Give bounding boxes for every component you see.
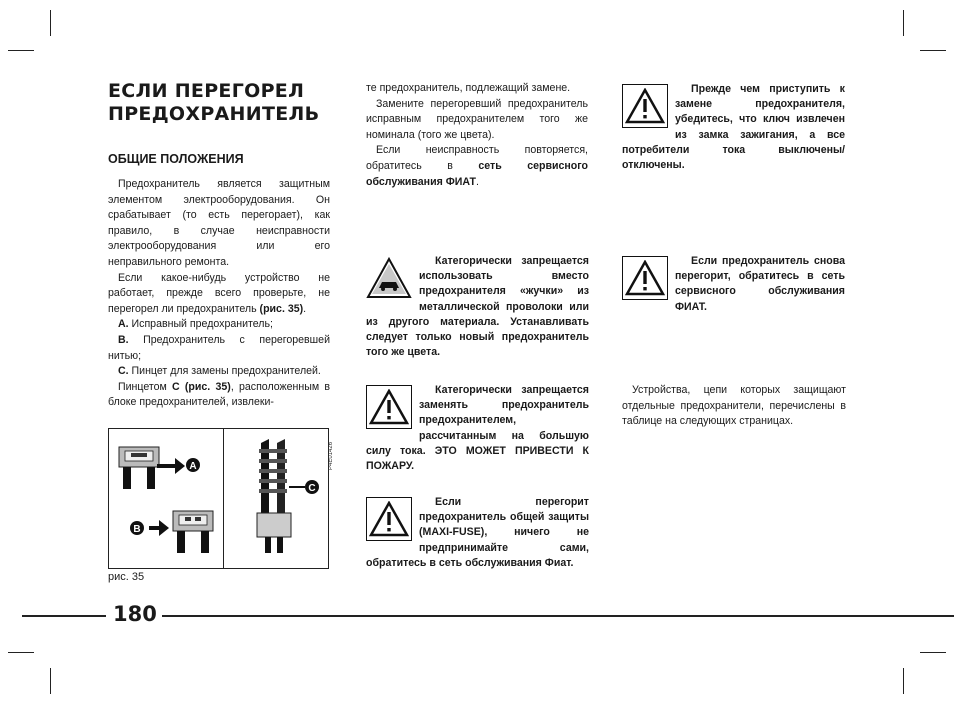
warning-triangle-icon <box>622 256 668 300</box>
label-c: C <box>308 483 316 494</box>
warning-text: Категорически запрещается заменять предохранитель предохранителем, рассчитанным на большую силу тока. ЭТО МОЖЕТ ПРИВЕСТИ К ПОЖАРУ. <box>366 384 589 473</box>
warning-block <box>366 254 589 360</box>
fuse-illustration <box>109 429 328 568</box>
warning-block <box>622 254 845 315</box>
list-item: A. Исправный предохранитель; <box>118 318 273 331</box>
warning-text: Категорически запрещается использовать вместо предохранителя «жучки» из металлической проволоки или из другого материала. Устанавливать следует только новый предохранитель того же цвета. <box>366 255 589 359</box>
page-number: 180 <box>113 602 157 626</box>
warning-text: Прежде чем приступить к замене предохранителя, убедитесь, что ключ извлечен из замка зажигания, а все потребители тока выключены/отключены. <box>622 83 845 172</box>
list-item: B. Предохранитель с перегоревшей нитью; <box>108 333 330 362</box>
column-3 <box>622 383 846 430</box>
paragraph: те предохранитель, подлежащий замене. <box>366 82 571 94</box>
label-b: B <box>133 524 141 535</box>
paragraph: Если неисправность повторяется, обратитесь в сеть сервисного обслуживания ФИАТ. <box>366 144 588 188</box>
crop-mark <box>50 668 51 694</box>
fuse-b-icon <box>173 511 213 553</box>
paragraph: Устройства, цепи которых защищают отдельные предохранители, перечислены в таблице на следующих страницах. <box>622 384 846 428</box>
figure-code: P4E01426 <box>328 441 334 470</box>
figure-35 <box>108 428 329 569</box>
car-warning-icon <box>366 256 412 300</box>
crop-mark <box>903 668 904 694</box>
crop-mark <box>920 50 946 51</box>
crop-mark <box>903 10 904 36</box>
warning-triangle-icon <box>622 84 668 128</box>
fuse-a-icon <box>119 447 159 489</box>
figure-divider <box>223 429 224 568</box>
column-1 <box>108 177 330 411</box>
figure-caption: рис. 35 <box>108 571 145 583</box>
warning-text: Если предохранитель снова перегорит, обратитесь в сеть сервисного обслуживания ФИАТ. <box>675 255 845 313</box>
label-a: A <box>189 461 197 472</box>
footer-rule-right <box>162 615 954 617</box>
paragraph: Если какое-нибудь устройство не работает, прежде всего проверьте, не перегорел ли предохранитель (рис. 35). <box>108 271 330 315</box>
paragraph: Пинцетом C (рис. 35), расположенным в блоке предохранителей, извлеки- <box>108 380 330 409</box>
crop-mark <box>8 50 34 51</box>
paragraph: Предохранитель является защитным элементом электрооборудования. Он срабатывает (то есть перегорает), как правило, в случае неисправности электрооборудования или его неправильного ремонта. <box>108 178 330 268</box>
warning-block <box>366 383 589 474</box>
warning-triangle-icon <box>366 385 412 429</box>
warning-triangle-icon <box>366 497 412 541</box>
footer-rule-left <box>22 615 106 617</box>
warning-block <box>622 82 845 173</box>
list-item: C. Пинцет для замены предохранителей. <box>118 365 321 378</box>
crop-mark <box>50 10 51 36</box>
page-title: ЕСЛИ ПЕРЕГОРЕЛ ПРЕДОХРАНИТЕЛЬ <box>108 80 320 125</box>
warning-block <box>366 495 589 571</box>
warning-text: Если перегорит предохранитель общей защиты (MAXI-FUSE), ничего не предпринимайте сами, обратитесь в сеть обслуживания Фиат. <box>366 496 589 569</box>
fuse-puller-icon <box>257 439 291 553</box>
crop-mark <box>920 652 946 653</box>
crop-mark <box>8 652 34 653</box>
column-2 <box>366 81 588 190</box>
section-subtitle: ОБЩИЕ ПОЛОЖЕНИЯ <box>108 152 244 166</box>
paragraph: Замените перегоревший предохранитель исправным предохранителем того же номинала (того же цвета). <box>366 97 588 141</box>
